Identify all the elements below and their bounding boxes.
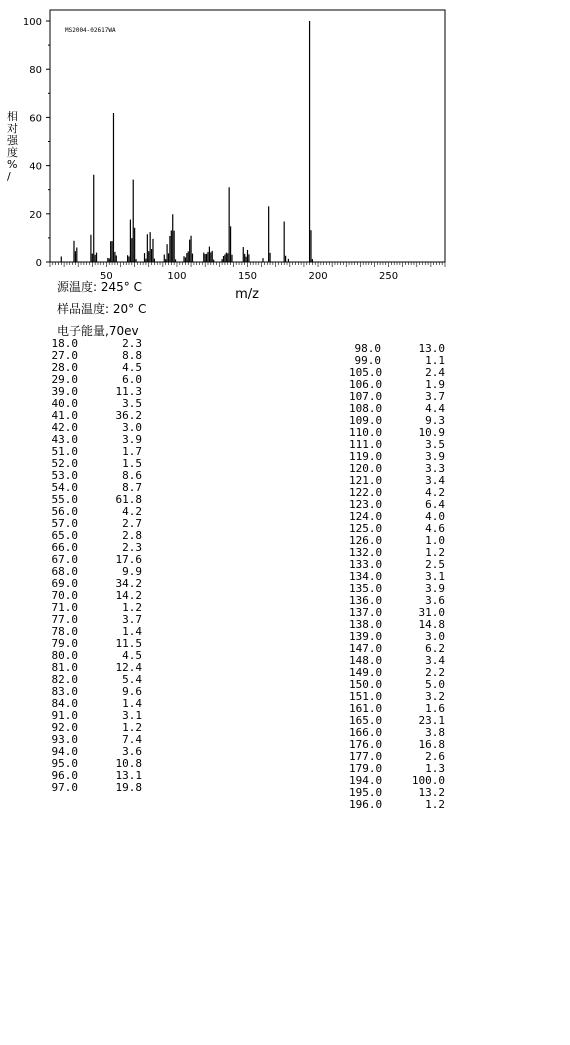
peak-mz: 179.0 <box>349 762 383 775</box>
peak-mz: 52.0 <box>51 457 78 470</box>
peak-mz: 195.0 <box>349 786 383 799</box>
peak-mz: 126.0 <box>349 534 383 547</box>
x-tick-label: 250 <box>379 271 399 282</box>
peak-mz: 109.0 <box>349 414 383 427</box>
peak-intensity: 14.8 <box>418 618 445 631</box>
peak-intensity: 7.4 <box>122 733 142 746</box>
peak-mz: 92.0 <box>51 721 78 734</box>
peak-intensity: 1.1 <box>425 354 445 367</box>
peak-intensity: 10.9 <box>418 426 445 439</box>
peak-intensity: 1.2 <box>425 798 445 811</box>
peak-mz: 83.0 <box>51 685 78 698</box>
peak-mz: 111.0 <box>349 438 383 451</box>
peak-mz: 27.0 <box>51 349 78 362</box>
peak-mz: 107.0 <box>349 390 383 403</box>
peak-intensity: 4.0 <box>425 510 445 523</box>
peak-mz: 67.0 <box>51 553 78 566</box>
peak-intensity: 13.2 <box>418 786 445 799</box>
peak-intensity: 1.3 <box>425 762 445 775</box>
electron-energy: 电子能量,70ev <box>57 324 139 338</box>
peak-intensity: 100.0 <box>411 774 445 787</box>
peak-intensity: 2.7 <box>122 517 142 530</box>
peak-mz: 41.0 <box>51 409 78 422</box>
peak-mz: 28.0 <box>51 361 78 374</box>
peak-mz: 42.0 <box>51 421 78 434</box>
peak-intensity: 10.8 <box>115 757 142 770</box>
peak-mz: 147.0 <box>349 642 383 655</box>
peak-intensity: 36.2 <box>115 409 142 422</box>
peak-intensity: 4.5 <box>122 361 142 374</box>
peak-intensity: 3.7 <box>425 390 445 403</box>
peak-intensity: 6.0 <box>122 373 142 386</box>
peak-mz: 124.0 <box>349 510 383 523</box>
peak-mz: 139.0 <box>349 630 383 643</box>
peak-intensity: 2.4 <box>425 366 445 379</box>
peak-intensity: 1.4 <box>122 697 142 710</box>
peak-mz: 78.0 <box>51 625 78 638</box>
peak-mz: 106.0 <box>349 378 383 391</box>
peak-intensity: 5.0 <box>425 678 445 691</box>
peak-mz: 161.0 <box>349 702 383 715</box>
peak-intensity: 12.4 <box>115 661 142 674</box>
peak-mz: 148.0 <box>349 654 383 667</box>
peak-intensity: 6.2 <box>425 642 445 655</box>
peak-intensity: 1.4 <box>122 625 142 638</box>
peak-mz: 135.0 <box>349 582 383 595</box>
peak-intensity: 1.0 <box>425 534 445 547</box>
chart-title: MS2004-02617WA <box>65 27 116 34</box>
peak-intensity: 11.3 <box>115 385 142 398</box>
peak-mz: 54.0 <box>51 481 78 494</box>
peak-intensity: 13.1 <box>115 769 142 782</box>
peak-intensity: 9.6 <box>122 685 142 698</box>
peak-intensity: 3.4 <box>425 474 445 487</box>
peak-intensity: 8.7 <box>122 481 142 494</box>
peak-mz: 105.0 <box>349 366 383 379</box>
peak-mz: 68.0 <box>51 565 78 578</box>
peak-intensity: 5.4 <box>122 673 142 686</box>
peak-intensity: 8.6 <box>122 469 142 482</box>
peak-intensity: 1.7 <box>122 445 142 458</box>
peak-intensity: 3.2 <box>425 690 445 703</box>
y-tick-label: 100 <box>22 17 42 28</box>
y-tick-label: 20 <box>29 209 42 221</box>
peak-mz: 96.0 <box>51 769 78 782</box>
peak-intensity: 3.5 <box>425 438 445 451</box>
peak-mz: 56.0 <box>51 505 78 518</box>
peak-intensity: 14.2 <box>115 589 142 602</box>
peak-mz: 133.0 <box>349 558 383 571</box>
peak-intensity: 1.5 <box>122 457 142 470</box>
peak-intensity: 1.2 <box>122 721 142 734</box>
peak-intensity: 17.6 <box>115 553 142 566</box>
peak-mz: 98.0 <box>354 342 381 355</box>
peak-mz: 82.0 <box>51 673 78 686</box>
peak-mz: 79.0 <box>51 637 78 650</box>
peak-mz: 65.0 <box>51 529 78 542</box>
peak-mz: 149.0 <box>349 666 383 679</box>
peak-intensity: 3.6 <box>425 594 445 607</box>
peak-intensity: 3.1 <box>425 570 445 583</box>
sample-temperature: 样品温度: 20° C <box>57 302 147 316</box>
y-tick-label: 60 <box>29 113 42 125</box>
peak-mz: 91.0 <box>51 709 78 722</box>
peak-intensity: 2.3 <box>122 337 142 350</box>
peak-intensity: 4.2 <box>425 486 445 499</box>
peak-mz: 196.0 <box>349 798 383 811</box>
peak-mz: 71.0 <box>51 601 78 614</box>
peak-mz: 97.0 <box>51 781 78 794</box>
peak-intensity: 6.4 <box>425 498 445 511</box>
peak-mz: 43.0 <box>51 433 78 446</box>
peak-intensity: 3.9 <box>122 433 142 446</box>
peak-mz: 108.0 <box>349 402 383 415</box>
peak-intensity: 3.3 <box>425 462 445 475</box>
peak-intensity: 3.6 <box>122 745 142 758</box>
peak-mz: 99.0 <box>354 354 381 367</box>
peak-mz: 151.0 <box>349 690 383 703</box>
peak-mz: 137.0 <box>349 606 383 619</box>
peak-intensity: 9.9 <box>122 565 142 578</box>
peak-mz: 110.0 <box>349 426 383 439</box>
peak-row <box>46 782 142 794</box>
peak-mz: 136.0 <box>349 594 383 607</box>
peak-intensity: 19.8 <box>115 781 142 794</box>
peak-mz: 165.0 <box>349 714 383 727</box>
peak-intensity: 2.6 <box>425 750 445 763</box>
peak-intensity: 1.2 <box>425 546 445 559</box>
peak-intensity: 11.5 <box>115 637 142 650</box>
peak-intensity: 2.2 <box>425 666 445 679</box>
peak-intensity: 3.5 <box>122 397 142 410</box>
peak-intensity: 4.5 <box>122 649 142 662</box>
peak-mz: 177.0 <box>349 750 383 763</box>
peak-intensity: 31.0 <box>418 606 445 619</box>
peak-mz: 119.0 <box>349 450 383 463</box>
peak-intensity: 1.6 <box>425 702 445 715</box>
peak-intensity: 8.8 <box>122 349 142 362</box>
peak-mz: 95.0 <box>51 757 78 770</box>
peak-mz: 94.0 <box>51 745 78 758</box>
y-tick-label: 40 <box>29 161 42 173</box>
peak-intensity: 16.8 <box>418 738 445 751</box>
peak-intensity: 3.7 <box>122 613 142 626</box>
peak-mz: 123.0 <box>349 498 383 511</box>
plot-frame <box>50 10 445 262</box>
peak-intensity: 4.2 <box>122 505 142 518</box>
peak-intensity: 2.8 <box>122 529 142 542</box>
peak-mz: 121.0 <box>349 474 383 487</box>
peak-table-right <box>349 343 445 811</box>
peak-table-left <box>46 338 142 794</box>
y-tick-label: 80 <box>29 65 42 77</box>
peak-intensity: 3.9 <box>425 582 445 595</box>
peak-mz: 81.0 <box>51 661 78 674</box>
peak-mz: 18.0 <box>51 337 78 350</box>
peak-mz: 53.0 <box>51 469 78 482</box>
peak-mz: 80.0 <box>51 649 78 662</box>
peak-intensity: 4.4 <box>425 402 445 415</box>
x-tick-label: 100 <box>167 271 187 282</box>
y-tick-label: 0 <box>35 258 42 269</box>
peak-mz: 77.0 <box>51 613 78 626</box>
peak-intensity: 3.1 <box>122 709 142 722</box>
peak-intensity: 2.3 <box>122 541 142 554</box>
peak-mz: 84.0 <box>51 697 78 710</box>
peak-mz: 29.0 <box>51 373 78 386</box>
peak-intensity: 3.0 <box>122 421 142 434</box>
peak-mz: 69.0 <box>51 577 78 590</box>
peak-intensity: 23.1 <box>418 714 445 727</box>
peak-intensity: 9.3 <box>425 414 445 427</box>
peak-mz: 93.0 <box>51 733 78 746</box>
peak-intensity: 4.6 <box>425 522 445 535</box>
x-tick-label: 200 <box>308 271 328 282</box>
peak-intensity: 61.8 <box>115 493 142 506</box>
peak-mz: 132.0 <box>349 546 383 559</box>
peak-mz: 55.0 <box>51 493 78 506</box>
peak-mz: 39.0 <box>51 385 78 398</box>
peak-mz: 66.0 <box>51 541 78 554</box>
peak-mz: 134.0 <box>349 570 383 583</box>
peak-mz: 122.0 <box>349 486 383 499</box>
peak-intensity: 3.9 <box>425 450 445 463</box>
peak-intensity: 34.2 <box>115 577 142 590</box>
peak-intensity: 13.0 <box>418 342 445 355</box>
x-tick-label: 50 <box>100 271 113 282</box>
source-temperature: 源温度: 245° C <box>57 280 142 294</box>
peak-intensity: 2.5 <box>425 558 445 571</box>
peak-mz: 166.0 <box>349 726 383 739</box>
y-axis-label <box>7 109 19 183</box>
peak-mz: 150.0 <box>349 678 383 691</box>
peak-row <box>349 799 445 811</box>
peak-intensity: 1.9 <box>425 378 445 391</box>
peak-mz: 57.0 <box>51 517 78 530</box>
peak-mz: 51.0 <box>51 445 78 458</box>
peak-intensity: 1.2 <box>122 601 142 614</box>
peak-intensity: 3.4 <box>425 654 445 667</box>
peak-mz: 120.0 <box>349 462 383 475</box>
peak-mz: 138.0 <box>349 618 383 631</box>
mass-spectrum-chart <box>0 0 570 310</box>
peak-mz: 176.0 <box>349 738 383 751</box>
peak-intensity: 3.0 <box>425 630 445 643</box>
peak-intensity: 3.8 <box>425 726 445 739</box>
x-tick-label: 150 <box>237 271 258 282</box>
peak-mz: 194.0 <box>349 774 383 787</box>
x-axis-label: m/z <box>235 287 259 302</box>
peak-mz: 70.0 <box>51 589 78 602</box>
peak-mz: 40.0 <box>51 397 78 410</box>
svg-text:相对强度%/: 相对强度% / <box>7 110 18 183</box>
peak-mz: 125.0 <box>349 522 383 535</box>
